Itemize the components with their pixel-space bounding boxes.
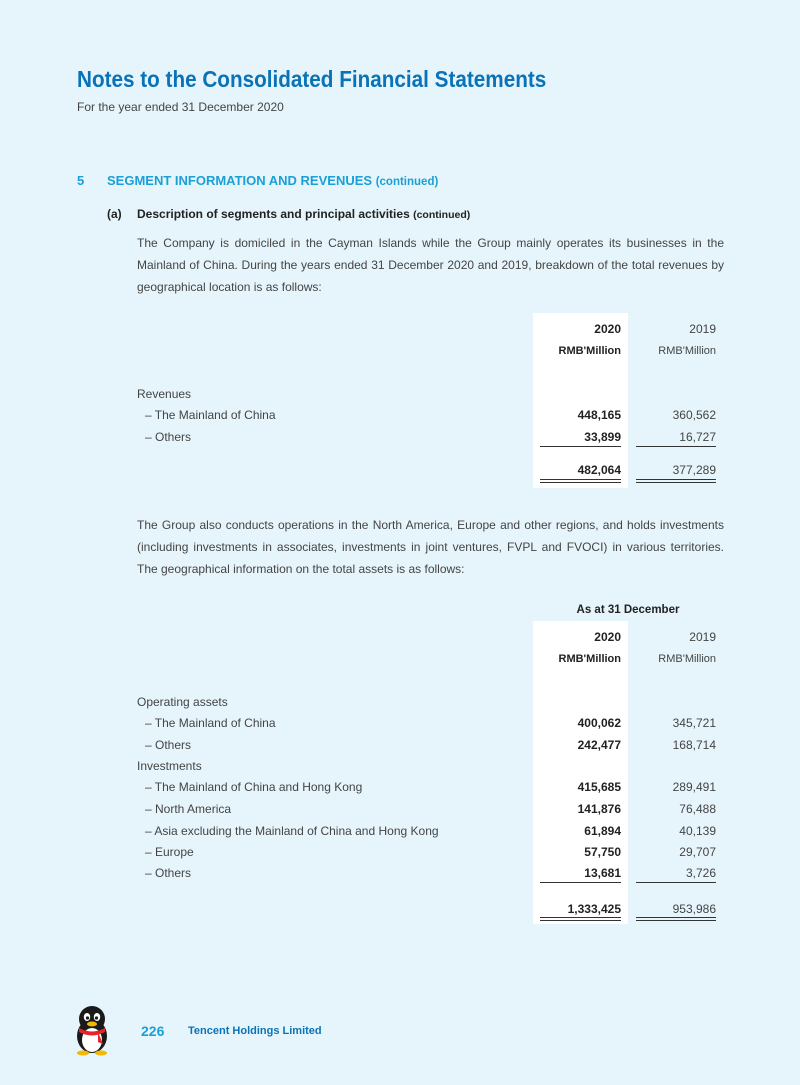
table2-group-header: As at 31 December bbox=[576, 604, 680, 616]
table1-row-label: – The Mainland of China bbox=[145, 408, 276, 422]
table1-row-value-2020: 448,165 bbox=[577, 408, 621, 422]
table2-subtotal-line-2020 bbox=[540, 882, 621, 883]
table2-group-operating-assets: Operating assets bbox=[137, 695, 228, 709]
table2-row-value-2020: 61,894 bbox=[584, 824, 621, 838]
table2-col-2020-year: 2020 bbox=[594, 630, 621, 644]
table1-total-2020: 482,064 bbox=[577, 463, 621, 477]
subsection-continued: (continued) bbox=[413, 209, 471, 221]
table2-total-double-line-2020 bbox=[540, 917, 621, 921]
table1-subtotal-line-2020 bbox=[540, 446, 621, 447]
table1-col-2019-year: 2019 bbox=[689, 322, 716, 336]
table1-col-2020-unit: RMB'Million bbox=[558, 345, 621, 357]
table2-row-value-2019: 168,714 bbox=[672, 738, 716, 752]
table2-row-value-2020: 242,477 bbox=[577, 738, 621, 752]
table2-total-2019: 953,986 bbox=[672, 902, 716, 916]
table2-row-label: – The Mainland of China bbox=[145, 716, 276, 730]
table1-row-label: – Others bbox=[145, 430, 192, 444]
table1-total-double-line-2019 bbox=[636, 479, 716, 483]
table2-row-label: – North America bbox=[145, 802, 232, 816]
table2-row-value-2019: 3,726 bbox=[685, 866, 716, 880]
table1-subtotal-line-2019 bbox=[636, 446, 716, 447]
subsection-title bbox=[137, 207, 470, 221]
table2-row-label: – Europe bbox=[145, 845, 194, 859]
page-title: Notes to the Consolidated Financial Statements bbox=[77, 66, 547, 92]
table2-row-label: – The Mainland of China and Hong Kong bbox=[145, 780, 363, 794]
subsection-title-text: Description of segments and principal activities bbox=[137, 207, 410, 221]
table2-row-value-2019: 289,491 bbox=[672, 780, 716, 794]
section-continued: (continued) bbox=[375, 176, 439, 188]
table2-row-value-2020: 415,685 bbox=[577, 780, 621, 794]
table2-row-value-2019: 40,139 bbox=[679, 824, 716, 838]
table2-row-value-2019: 76,488 bbox=[679, 802, 716, 816]
company-name: Tencent Holdings Limited bbox=[188, 1025, 322, 1037]
subsection-number: (a) bbox=[107, 207, 122, 221]
table1-row-value-2019: 360,562 bbox=[672, 408, 716, 422]
penguin-icon bbox=[70, 1004, 114, 1056]
table2-total-2020: 1,333,425 bbox=[567, 902, 621, 916]
table1-group-revenues: Revenues bbox=[137, 387, 192, 401]
table2-row-value-2020: 141,876 bbox=[577, 802, 621, 816]
table1-current-year-shade bbox=[533, 313, 628, 488]
section-title-text: SEGMENT INFORMATION AND REVENUES bbox=[107, 173, 373, 188]
section-title bbox=[107, 173, 438, 188]
table2-row-value-2019: 345,721 bbox=[672, 716, 716, 730]
section-number: 5 bbox=[77, 173, 85, 188]
table1-row-value-2020: 33,899 bbox=[584, 430, 621, 444]
table1-col-2019-unit: RMB'Million bbox=[658, 345, 716, 357]
table2-row-label: – Others bbox=[145, 738, 192, 752]
table2-col-2019-year: 2019 bbox=[689, 630, 716, 644]
table1-col-2020-year: 2020 bbox=[594, 322, 621, 336]
table2-row-label: – Others bbox=[145, 866, 192, 880]
table1-row-value-2019: 16,727 bbox=[679, 430, 716, 444]
table2-row-value-2020: 57,750 bbox=[584, 845, 621, 859]
table2-row-value-2020: 13,681 bbox=[584, 866, 621, 880]
paragraph-assets-intro: The Group also conducts operations in the North America, Europe and other regions, and holds investments (including investments in associates, investments in joint ventures, FVPL and FVOCI) in various territories. The geographical information on the total assets is as follows: bbox=[137, 518, 724, 576]
table2-row-value-2019: 29,707 bbox=[679, 845, 716, 859]
table1-total-2019: 377,289 bbox=[672, 463, 716, 477]
table2-col-2020-unit: RMB'Million bbox=[558, 653, 621, 665]
table2-col-2019-unit: RMB'Million bbox=[658, 653, 716, 665]
page-subtitle: For the year ended 31 December 2020 bbox=[77, 100, 284, 114]
table2-subtotal-line-2019 bbox=[636, 882, 716, 883]
table2-row-label: – Asia excluding the Mainland of China and Hong Kong bbox=[145, 824, 439, 838]
paragraph-revenues-intro: The Company is domiciled in the Cayman Islands while the Group mainly operates its businesses in the Mainland of China. During the years ended 31 December 2020 and 2019, breakdown of the total revenues by geographical location is as follows: bbox=[137, 236, 724, 294]
table2-total-double-line-2019 bbox=[636, 917, 716, 921]
table1-total-double-line-2020 bbox=[540, 479, 621, 483]
table2-row-value-2020: 400,062 bbox=[577, 716, 621, 730]
table2-group-investments: Investments bbox=[137, 759, 202, 773]
page-number: 226 bbox=[141, 1023, 165, 1039]
